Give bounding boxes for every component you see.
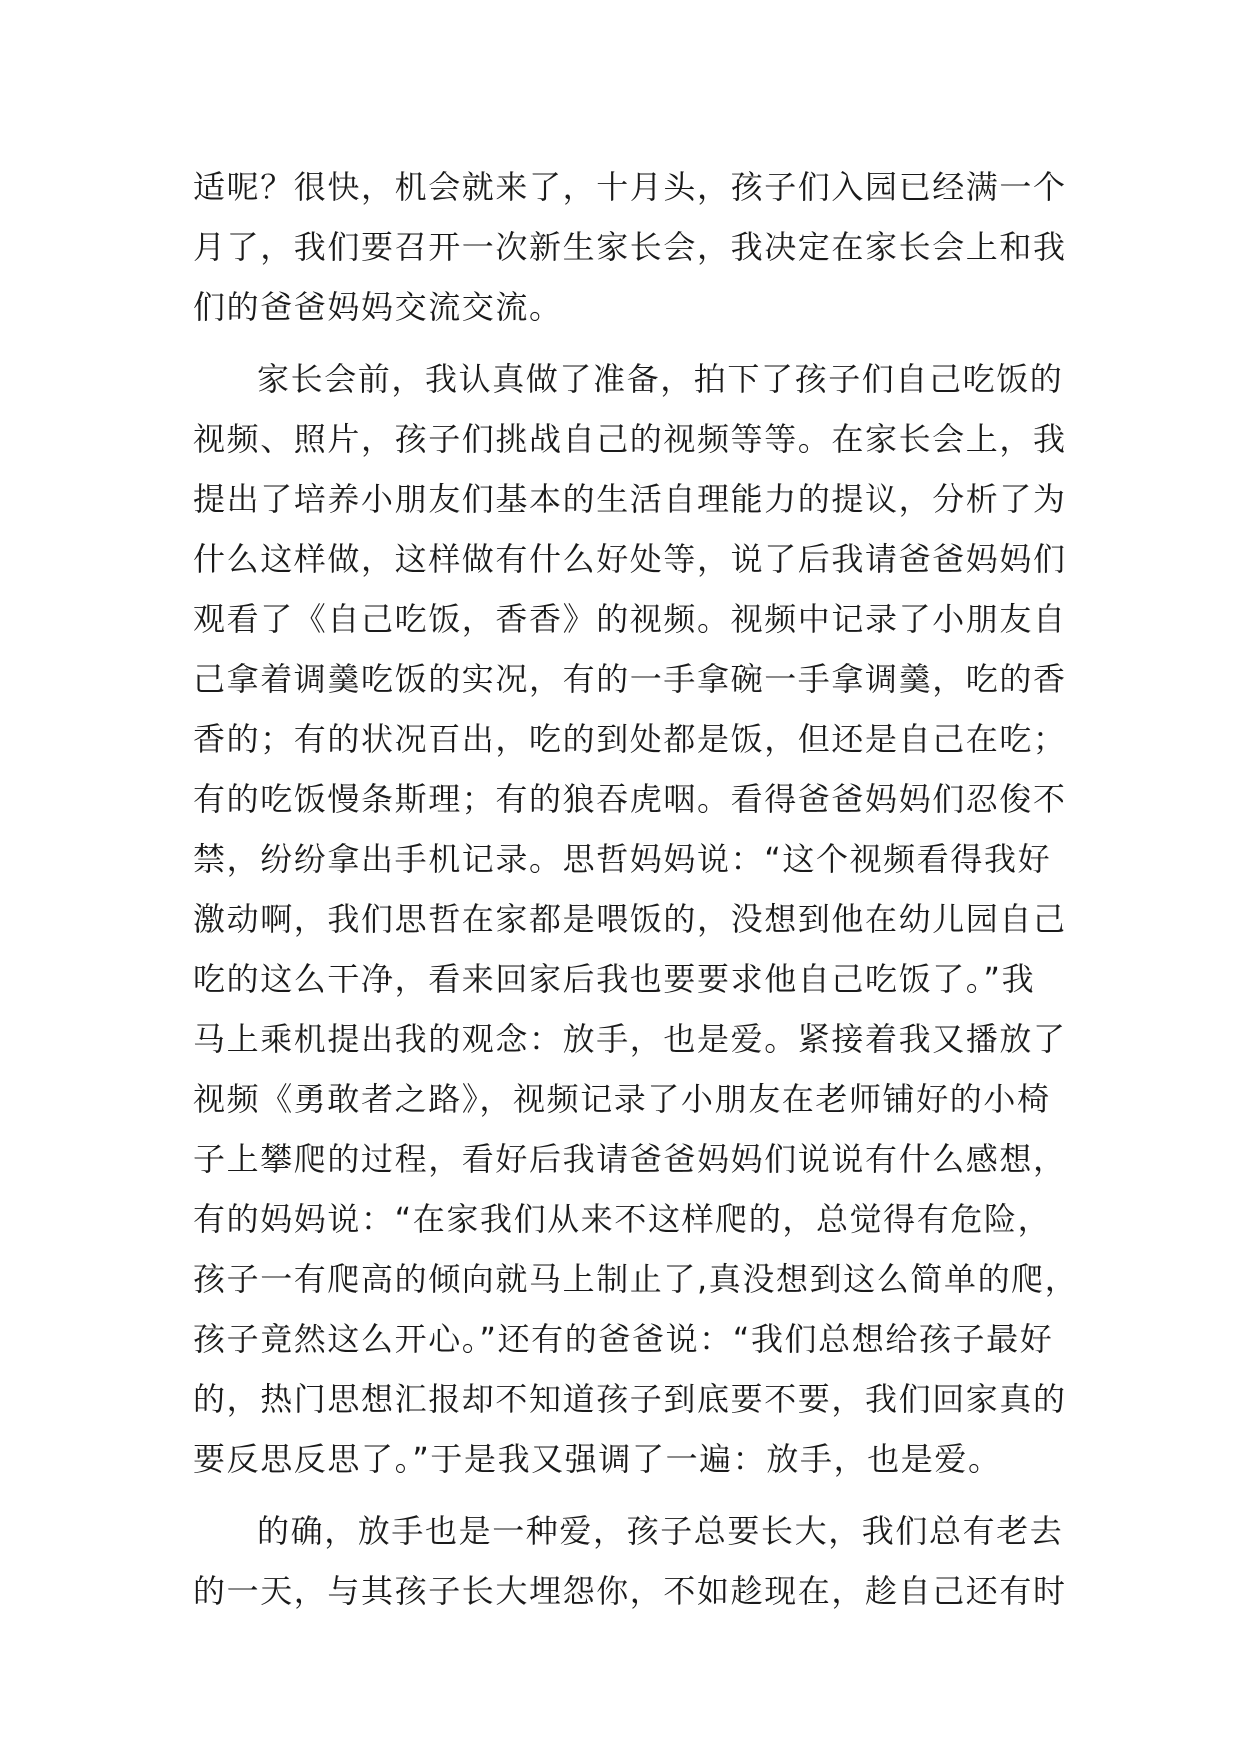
document-body <box>193 157 1079 1621</box>
text-line: 的，热门思想汇报却不知道孩子到底要不要，我们回家真的 <box>193 1380 1067 1418</box>
paragraph-1 <box>193 157 1071 337</box>
text-line: 适呢？很快，机会就来了，十月头，孩子们入园已经满一个 <box>193 168 1067 206</box>
text-line: 的确，放手也是一种爱，孩子总要长大，我们总有老去 <box>257 1512 1064 1550</box>
text-line: 视频、照片，孩子们挑战自己的视频等等。在家长会上，我 <box>193 420 1067 458</box>
text-line: 视频《勇敢者之路》，视频记录了小朋友在老师铺好的小椅 <box>193 1080 1051 1118</box>
text-line: 什么这样做，这样做有什么好处等，说了后我请爸爸妈妈们 <box>193 540 1067 578</box>
text-line: 禁，纷纷拿出手机记录。思哲妈妈说：“这个视频看得我好 <box>193 840 1052 878</box>
text-line: 激动啊，我们思哲在家都是喂饭的，没想到他在幼儿园自己 <box>193 900 1067 938</box>
text-line: 有的吃饭慢条斯理；有的狼吞虎咽。看得爸爸妈妈们忍俊不 <box>193 780 1067 818</box>
text-line: 己拿着调羹吃饭的实况，有的一手拿碗一手拿调羹，吃的香 <box>193 660 1067 698</box>
text-line: 观看了《自己吃饭，香香》的视频。视频中记录了小朋友自 <box>193 600 1067 638</box>
text-line: 要反思反思了。”于是我又强调了一遍：放手，也是爱。 <box>193 1440 1002 1478</box>
paragraph-2 <box>193 349 1079 1489</box>
text-line: 家长会前，我认真做了准备，拍下了孩子们自己吃饭的 <box>257 360 1064 398</box>
text-line: 月了，我们要召开一次新生家长会，我决定在家长会上和我 <box>193 228 1067 266</box>
text-line: 孩子一有爬高的倾向就马上制止了,真没想到这么简单的爬， <box>193 1260 1079 1298</box>
paragraph-3 <box>193 1501 1071 1621</box>
text-line: 香的；有的状况百出，吃的到处都是饭，但还是自己在吃； <box>193 720 1067 758</box>
text-line: 吃的这么干净，看来回家后我也要要求他自己吃饭了。”我 <box>193 960 1036 998</box>
text-line: 的一天，与其孩子长大埋怨你，不如趁现在，趁自己还有时 <box>193 1572 1067 1610</box>
text-line: 子上攀爬的过程，看好后我请爸爸妈妈们说说有什么感想， <box>193 1140 1067 1178</box>
text-line: 们的爸爸妈妈交流交流。 <box>193 288 563 326</box>
text-line: 孩子竟然这么开心。”还有的爸爸说：“我们总想给孩子最好 <box>193 1320 1054 1358</box>
text-line: 有的妈妈说：“在家我们从来不这样爬的，总觉得有危险， <box>193 1200 1052 1238</box>
text-line: 提出了培养小朋友们基本的生活自理能力的提议，分析了为 <box>193 480 1067 518</box>
text-line: 马上乘机提出我的观念：放手，也是爱。紧接着我又播放了 <box>193 1020 1067 1058</box>
